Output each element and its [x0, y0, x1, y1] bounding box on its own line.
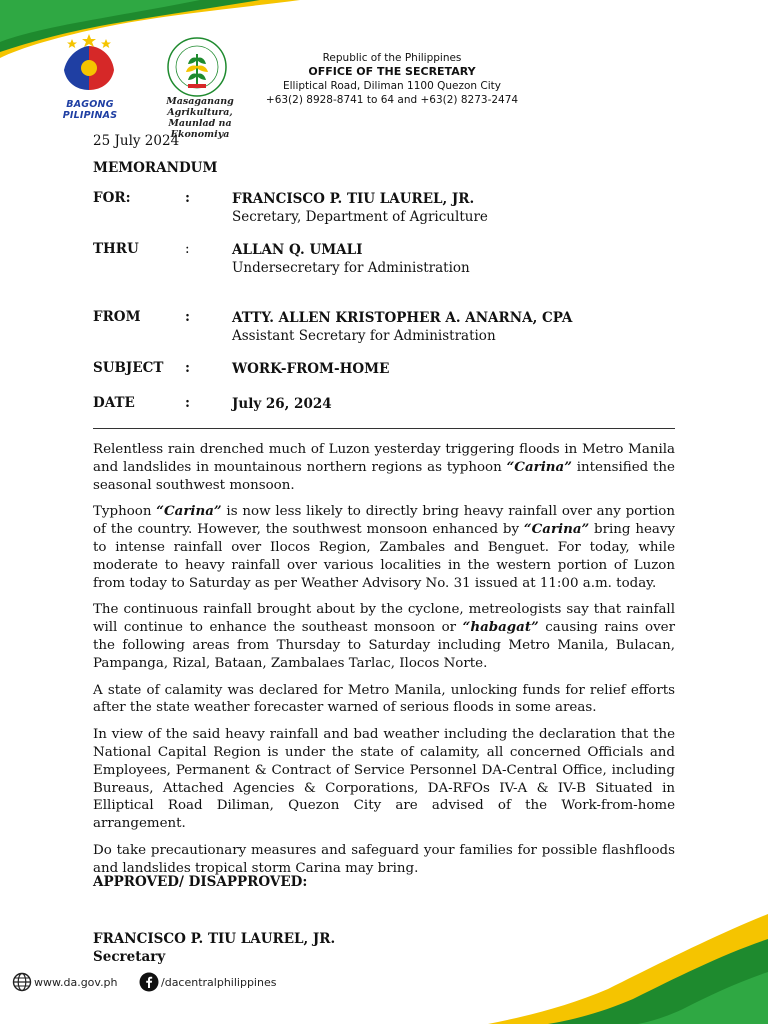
date-text: July 26, 2024: [232, 396, 332, 412]
subject-value: [232, 360, 389, 378]
paragraph-3-emphasis: “habagat”: [462, 619, 539, 636]
paragraph-3-text-b: causing rains over the following areas from Thursday to Saturday including Metro Manila, Bulacan, Pampanga, Rizal, Bataan, Zambalaes Tarlac, Ilocos Norte.: [93, 620, 676, 671]
thru-position: Undersecretary for Administration: [232, 260, 470, 276]
paragraph-2-text-c: bring heavy to intense rainfall over Ilocos Region, Zambales and Benguet. For today, while moderate to heavy rainfall over various localities in the western portion of Luzon from today to Saturday as per Weather Advisory No. 31 issued at 11:00 a.m. today.: [93, 522, 675, 591]
footer-swoosh-decoration: [488, 894, 768, 1024]
paragraph-4: A state of calamity was declared for Metro Manila, unlocking funds for relief efforts after the state weather forecaster warned of serious floods in some areas.: [93, 682, 675, 716]
phone-line: +63(2) 8928-8741 to 64 and +63(2) 8273-2474: [265, 94, 519, 106]
for-label: FOR:: [93, 190, 131, 206]
header-divider: [93, 428, 675, 429]
date-colon: :: [185, 395, 190, 411]
for-name: FRANCISCO P. TIU LAUREL, JR.: [232, 191, 475, 207]
paragraph-2: [93, 503, 675, 592]
subject-label: SUBJECT: [93, 360, 164, 376]
department-of-agriculture-seal: [162, 36, 232, 98]
paragraph-2-emphasis-2: “Carina”: [523, 521, 590, 538]
paragraph-1-text-b: intensified the seasonal southwest monsoon.: [93, 459, 675, 493]
paragraph-2-emphasis-1: “Carina”: [156, 503, 222, 520]
from-label: FROM: [93, 309, 141, 325]
subject-text: WORK-FROM-HOME: [232, 361, 390, 377]
paragraph-3-text-a: The continuous rainfall brought about by the cyclone, metreologists say that rainfall will continue to enhance the southeast monsoon or: [93, 602, 675, 636]
approval-label: APPROVED/ DISAPPROVED:: [93, 874, 308, 890]
agriculture-tagline-line2: Maunlad na Ekonomiya: [168, 118, 232, 140]
paragraph-6: Do take precautionary measures and safeguard your families for possible flashfloods and landslides tropical storm Carina may bring.: [93, 842, 675, 876]
for-colon: :: [185, 190, 190, 206]
paragraph-1-emphasis: “Carina”: [506, 458, 572, 475]
paragraph-5: In view of the said heavy rainfall and bad weather including the declaration that the National Capital Region is under the state of calamity, all concerned Officials and Employees, Permanent & Contract of Service Personnel DA-Central Office, including Bureaus, Attached Agencies & Corporations, DA-RFOs IV-A & IV-B Situated in Elliptical Road Diliman, Quezon City are advised of the Work-from-home arrangement.: [93, 727, 675, 832]
facebook-link[interactable]: [139, 972, 276, 992]
subject-colon: :: [185, 360, 190, 376]
from-name: ATTY. ALLEN KRISTOPHER A. ANARNA, CPA: [232, 310, 573, 326]
address-line: Elliptical Road, Diliman 1100 Quezon City: [282, 80, 501, 92]
signature-block: [93, 930, 335, 966]
website-text: www.da.gov.ph: [34, 975, 118, 989]
facebook-icon: [139, 972, 159, 992]
logo-group: [44, 30, 264, 140]
for-value: [232, 190, 488, 226]
thru-name: ALLAN Q. UMALI: [232, 242, 363, 258]
from-value: [232, 309, 572, 345]
signer-title: Secretary: [93, 949, 166, 965]
memo-date: 25 July 2024: [93, 133, 180, 149]
paragraph-1-text-a: Relentless rain drenched much of Luzon yesterday triggering floods in Metro Manila and landslides in mountainous northern regions as typhoon: [93, 442, 675, 475]
globe-icon: [12, 972, 32, 992]
thru-value: [232, 241, 470, 277]
paragraph-1: [93, 441, 675, 494]
agriculture-tagline-line1: Masaganang Agrikultura,: [166, 96, 234, 118]
thru-label: THRU: [93, 241, 139, 257]
letterhead: [262, 51, 522, 107]
date-label: DATE: [93, 395, 135, 411]
paragraph-2-text-b: is now less likely to directly bring heavy rainfall over any portion of the country. However, the southwest monsoon enhanced by: [93, 504, 675, 538]
facebook-text: /dacentralphilippines: [161, 975, 277, 989]
from-position: Assistant Secretary for Administration: [232, 328, 496, 344]
memo-title: MEMORANDUM: [93, 160, 218, 176]
republic-line: Republic of the Philippines: [322, 52, 462, 64]
memo-body: [93, 441, 675, 887]
signer-name: FRANCISCO P. TIU LAUREL, JR.: [93, 931, 336, 947]
from-colon: :: [185, 309, 190, 325]
for-position: Secretary, Department of Agriculture: [232, 209, 488, 225]
thru-colon: :: [185, 241, 190, 257]
website-link[interactable]: [12, 972, 118, 992]
paragraph-3: [93, 601, 675, 672]
paragraph-2-text-a: Typhoon: [93, 504, 157, 520]
bagong-pilipinas-text: BAGONG PILIPINAS: [62, 99, 118, 121]
date-value: [232, 395, 332, 413]
office-line: OFFICE OF THE SECRETARY: [308, 65, 476, 78]
